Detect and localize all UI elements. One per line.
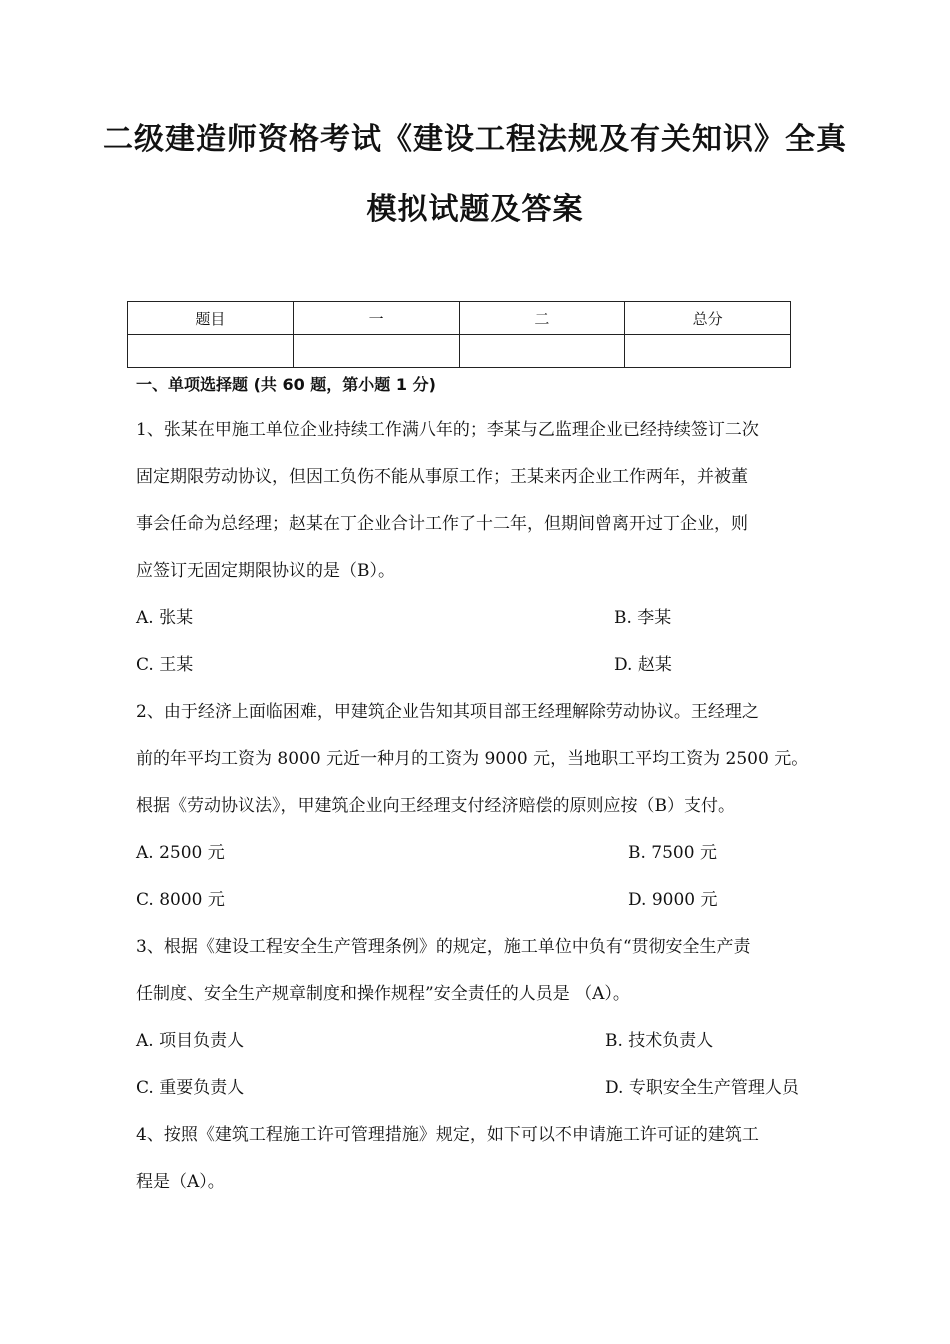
question-1-line-1: 1、张某在甲施工单位企业持续工作满八年的；李某与乙监理企业已经持续签订二次 bbox=[136, 420, 759, 440]
question-2-line-1: 2、由于经济上面临困难，甲建筑企业告知其项目部王经理解除劳动协议。王经理之 bbox=[136, 702, 759, 722]
score-value-cell bbox=[128, 335, 294, 368]
question-2-line-3: 根据《劳动协议法》，甲建筑企业向王经理支付经济赔偿的原则应按（B）支付。 bbox=[136, 796, 735, 816]
question-1-option-a: A. 张某 bbox=[136, 608, 194, 628]
question-1-option-c: C. 王某 bbox=[136, 655, 194, 675]
section-heading: 一、单项选择题 (共 60 题，第小题 1 分) bbox=[136, 375, 436, 394]
question-1-line-2: 固定期限劳动协议，但因工负伤不能从事原工作；王某来丙企业工作两年，并被董 bbox=[136, 467, 748, 487]
document-title-line-1: 二级建造师资格考试《建设工程法规及有关知识》全真 bbox=[103, 122, 847, 157]
score-header-cell: 题目 bbox=[128, 302, 294, 335]
score-header-cell: 二 bbox=[459, 302, 625, 335]
question-2-line-2: 前的年平均工资为 8000 元近一种月的工资为 9000 元，当地职工平均工资为 2500 元。 bbox=[136, 749, 809, 769]
question-2-option-a: A. 2500 元 bbox=[136, 843, 225, 863]
question-3-option-c: C. 重要负责人 bbox=[136, 1078, 245, 1098]
score-table bbox=[127, 301, 791, 368]
question-2-option-b: B. 7500 元 bbox=[628, 843, 717, 863]
score-header-cell: 一 bbox=[293, 302, 459, 335]
question-4-line-2: 程是（A）。 bbox=[136, 1172, 225, 1192]
question-3-line-1: 3、根据《建设工程安全生产管理条例》的规定，施工单位中负有“贯彻安全生产责 bbox=[136, 937, 751, 957]
question-1-option-b: B. 李某 bbox=[614, 608, 672, 628]
score-header-cell: 总分 bbox=[625, 302, 791, 335]
question-3-line-2: 任制度、安全生产规章制度和操作规程”安全责任的人员是 （A）。 bbox=[136, 984, 630, 1004]
question-3-option-b: B. 技术负责人 bbox=[605, 1031, 714, 1051]
question-2-option-c: C. 8000 元 bbox=[136, 890, 225, 910]
question-1-line-3: 事会任命为总经理；赵某在丁企业合计工作了十二年，但期间曾离开过丁企业，则 bbox=[136, 514, 748, 534]
score-value-cell bbox=[625, 335, 791, 368]
question-3-option-d: D. 专职安全生产管理人员 bbox=[605, 1078, 799, 1098]
score-value-cell bbox=[293, 335, 459, 368]
score-table-header-row bbox=[128, 302, 791, 335]
question-3-option-a: A. 项目负责人 bbox=[136, 1031, 245, 1051]
question-1-line-4: 应签订无固定期限协议的是（B）。 bbox=[136, 561, 395, 581]
score-table-value-row bbox=[128, 335, 791, 368]
score-value-cell bbox=[459, 335, 625, 368]
question-1-option-d: D. 赵某 bbox=[614, 655, 672, 675]
question-2-option-d: D. 9000 元 bbox=[628, 890, 718, 910]
question-4-line-1: 4、按照《建筑工程施工许可管理措施》规定，如下可以不申请施工许可证的建筑工 bbox=[136, 1125, 759, 1145]
document-title-line-2: 模拟试题及答案 bbox=[366, 192, 584, 227]
